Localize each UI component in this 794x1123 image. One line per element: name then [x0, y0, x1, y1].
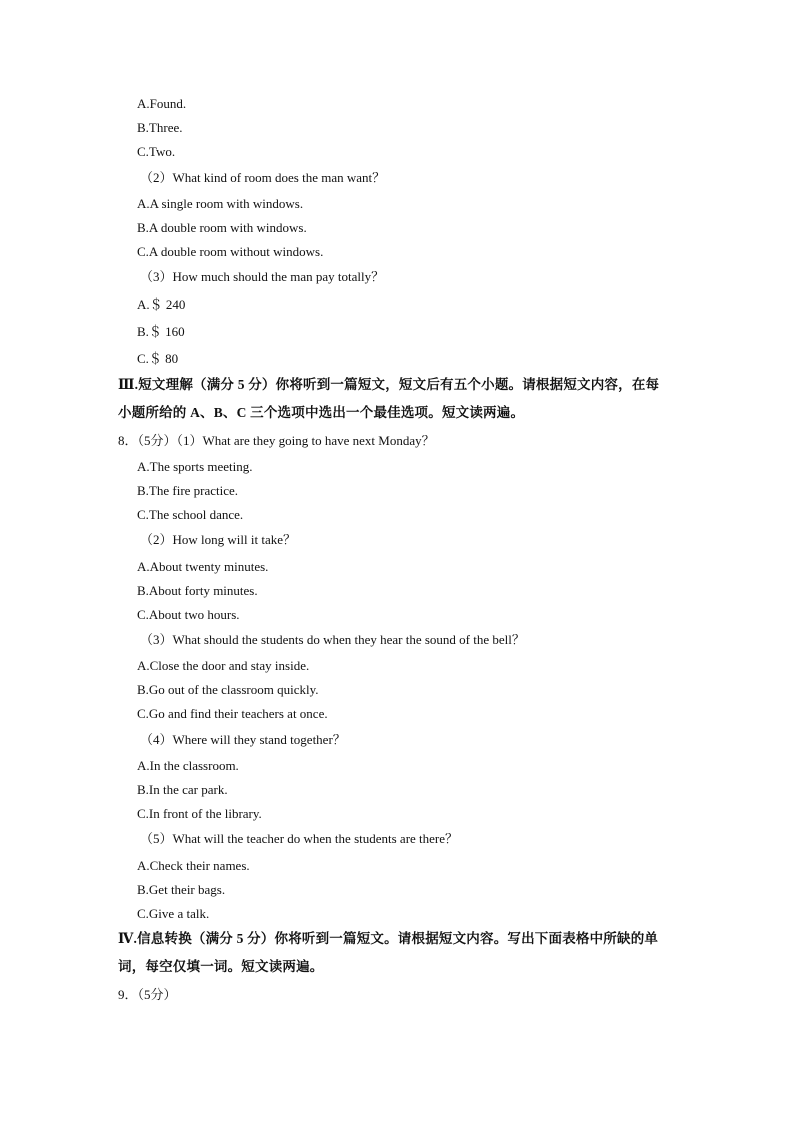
question-8-4: （4）Where will they stand together？: [140, 732, 346, 747]
question-8-1: 8．（5分）（1）What are they going to have next Monday？: [118, 433, 435, 448]
option-b-go-out: B.Go out of the classroom quickly.: [137, 682, 319, 697]
question-8-2: （2）How long will it take？: [140, 532, 296, 547]
option-a-twenty-minutes: A.About twenty minutes.: [137, 559, 269, 574]
option-c-find-teachers: C.Go and find their teachers at once.: [137, 706, 328, 721]
option-a-close-door: A.Close the door and stay inside.: [137, 658, 310, 673]
option-a-classroom: A.In the classroom.: [137, 758, 239, 773]
option-c-two-hours: C.About two hours.: [137, 607, 240, 622]
option-b-double-room-windows: B.A double room with windows.: [137, 220, 307, 235]
option-a-found: A.Found.: [137, 96, 187, 111]
option-c-80: C.＄ 80: [137, 351, 179, 366]
section-4-heading: Ⅳ.信息转换（满分 5 分）你将听到一篇短文。请根据短文内容。写出下面表格中所缺的单: [118, 931, 659, 946]
option-b-forty-minutes: B.About forty minutes.: [137, 583, 258, 598]
question-9: 9．（5分）: [118, 987, 177, 1002]
option-a-240: A.＄ 240: [137, 297, 186, 312]
option-c-library: C.In front of the library.: [137, 806, 262, 821]
option-b-160: B.＄ 160: [137, 324, 185, 339]
option-a-sports-meeting: A.The sports meeting.: [137, 459, 253, 474]
option-b-car-park: B.In the car park.: [137, 782, 228, 797]
section-4-heading-cont: 词，每空仅填一词。短文读两遍。: [118, 959, 324, 974]
question-8-3: （3）What should the students do when they hear the sound of the bell？: [140, 632, 525, 647]
question-7-2: （2）What kind of room does the man want？: [140, 170, 386, 185]
section-3-heading: Ⅲ.短文理解（满分 5 分）你将听到一篇短文，短文后有五个小题。请根据短文内容，在每: [118, 377, 660, 392]
option-a-single-room: A.A single room with windows.: [137, 196, 304, 211]
option-b-get-bags: B.Get their bags.: [137, 882, 226, 897]
option-c-two: C.Two.: [137, 144, 176, 159]
question-8-5: （5）What will the teacher do when the students are there？: [140, 831, 459, 846]
option-c-give-talk: C.Give a talk.: [137, 906, 210, 921]
section-3-heading-cont: 小题所给的 A、B、C 三个选项中选出一个最佳选项。短文读两遍。: [118, 405, 525, 420]
option-b-three: B.Three.: [137, 120, 183, 135]
option-c-double-room-without-windows: C.A double room without windows.: [137, 244, 324, 259]
option-c-school-dance: C.The school dance.: [137, 507, 244, 522]
option-b-fire-practice: B.The fire practice.: [137, 483, 239, 498]
option-a-check-names: A.Check their names.: [137, 858, 250, 873]
question-7-3: （3）How much should the man pay totally？: [140, 269, 385, 284]
